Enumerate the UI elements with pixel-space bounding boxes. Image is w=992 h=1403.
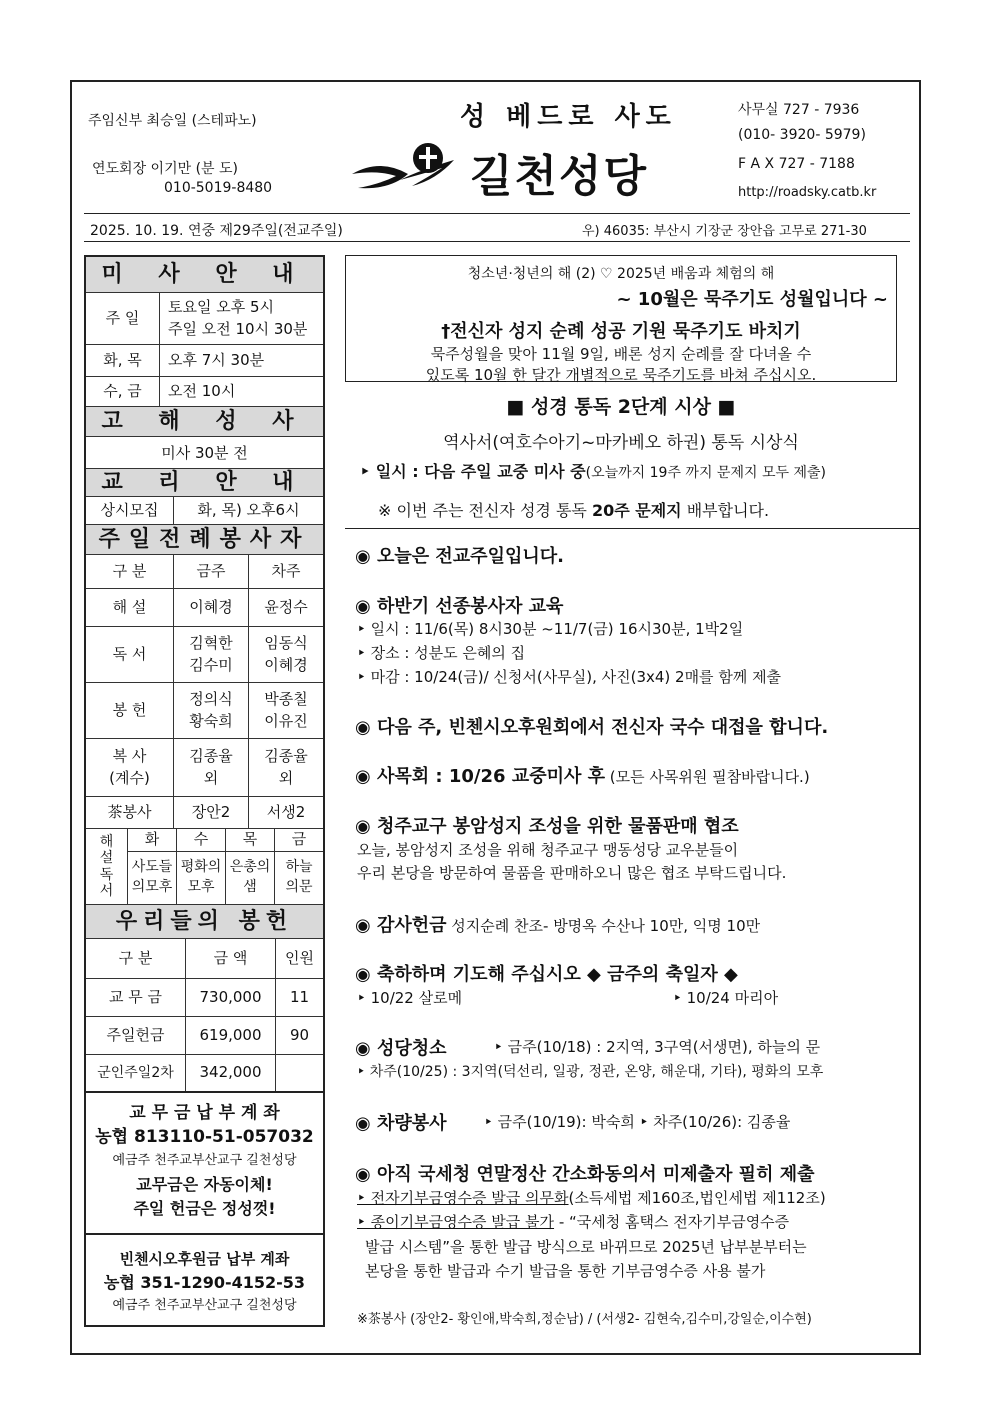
- fax-number: F A X 727 - 7188: [738, 156, 855, 172]
- mass-row-wed-fri: 수, 금 오전 10시: [86, 377, 323, 407]
- mass-row-sunday: 주 일 토요일 오후 5시 주일 오전 10시 30분: [86, 293, 323, 345]
- offering-header: 구 분 금 액 인원: [86, 939, 323, 979]
- feast-day-title: ◉ 축하하며 기도해 주십시오 ◆ 금주의 축일자 ◆: [355, 964, 738, 985]
- offering-row: 교 무 금 730,000 11: [86, 979, 323, 1017]
- bible-title: ■ 성경 통독 2단계 시상 ■: [506, 396, 736, 418]
- website-url: http://roadsky.catb.kr: [738, 185, 877, 200]
- offering-title: 우리들의 봉헌: [86, 905, 323, 939]
- mass-row-tue-thu: 화, 목 오후 7시 30분: [86, 345, 323, 377]
- mass-title: 미 사 안 내: [86, 257, 323, 293]
- church-logo-icon: [350, 140, 458, 196]
- weekday-reader-table: 해 설 독 서 화 수 목 금 사도들 의모후 평화의 모후 은총의 샘 하늘 의문: [86, 829, 323, 905]
- mobile-phone: (010- 3920- 5979): [738, 127, 866, 143]
- bible-line3: ※ 이번 주는 전신자 성경 통독 20주 문제지 배부합니다.: [378, 501, 770, 520]
- thanks-offering: ◉ 감사헌금 성지순례 찬조- 방명옥 수산나 10만, 익명 10만: [355, 915, 761, 936]
- pastoral-council-notice: ◉ 사목회 : 10/26 교중미사 후 (모든 사목위원 필참바랍니다.): [355, 766, 810, 787]
- confession-title: 고 해 성 사: [86, 407, 323, 437]
- catechism-row: 상시모집 화, 목) 오후6시: [86, 497, 323, 525]
- left-column: [84, 255, 325, 1327]
- tax-consent-title: ◉ 아직 국세청 연말정산 간소화동의서 미제출자 필히 제출: [355, 1164, 815, 1185]
- mission-sunday-notice: ◉ 오늘은 전교주일입니다.: [355, 546, 564, 567]
- chair-name: 연도회장 이기만 (분 도): [92, 161, 238, 177]
- bible-line1: 역사서(여호수아기~마카베오 하권) 통독 시상식: [443, 433, 799, 453]
- pastor-name: 주임신부 최승일 (스테파노): [88, 113, 257, 129]
- address: 우) 46035: 부산시 기장군 장안읍 고무로 271-30: [582, 224, 867, 239]
- bible-line2: ‣ 일시 : 다음 주일 교중 미사 중(오늘까지 19주 까지 문제지 모두 제출): [360, 462, 826, 481]
- liturgy-row: 독 서 김혁한 김수미 임동식 이혜경: [86, 627, 323, 683]
- tithe-account: 교 무 금 납 부 계 좌 농협 813110-51-057032 예금주 천주교부산교구 길천성당 교무금은 자동이체! 주일 헌금은 정성껏!: [95, 1103, 314, 1218]
- liturgy-title: 주일전례봉사자: [86, 525, 323, 555]
- confession-text: 미사 30분 전: [86, 437, 323, 469]
- bongam-sale-title: ◉ 청주교구 봉암성지 조성을 위한 물품판매 협조: [355, 816, 739, 837]
- liturgy-row: 봉 헌 정의식 황숙희 박종칠 이유진: [86, 683, 323, 739]
- offering-row: 주일헌금 619,000 90: [86, 1017, 323, 1055]
- vincent-account: 빈첸시오후원금 납부 계좌 농협 351-1290-4152-53 예금주 천주교부산교구 길천성당: [103, 1250, 306, 1313]
- noodle-notice: ◉ 다음 주, 빈첸시오후원회에서 전신자 국수 대접을 합니다.: [355, 717, 829, 738]
- church-name: 길천성당: [470, 151, 649, 202]
- office-phone: 사무실 727 - 7936: [738, 102, 860, 118]
- liturgy-row: 해 설 이혜경 윤정수: [86, 589, 323, 627]
- rosary-notice-box: 청소년·청년의 해 (2) ♡ 2025년 배움과 체험의 해 ~ 10월은 묵주기도 성월입니다 ~ †전신자 성지 순례 성공 기원 묵주기도 바치기 묵주성월을 맞아 11월 9일, 배론 성지 순례를 잘 다녀올 수 있도록 10월 한 달간 개별적으로 묵주기도를 바쳐 주십시오.: [345, 255, 897, 382]
- vehicle-service: ◉ 차량봉사: [355, 1113, 447, 1134]
- date-line: 2025. 10. 19. 연중 제29주일(전교주일): [90, 223, 343, 239]
- parish-subtitle: 성 베드로 사도: [460, 102, 677, 132]
- offering-row: 군인주일2차 342,000: [86, 1055, 323, 1093]
- liturgy-header: 구 분 금주 차주: [86, 555, 323, 589]
- liturgy-row: 복 사 (계수) 김종율 외 김종율 외: [86, 739, 323, 797]
- catechism-title: 교 리 안 내: [86, 469, 323, 497]
- hospice-training-title: ◉ 하반기 선종봉사자 교육: [355, 596, 564, 617]
- tea-service-footer: ※茶봉사 (장안2- 황인애,박숙희,정순남) / (서생2- 김현숙,김수미,강일순,이수현): [357, 1312, 812, 1327]
- church-cleaning: ◉ 성당청소: [355, 1038, 447, 1059]
- liturgy-row: 茶봉사 장안2 서생2: [86, 797, 323, 829]
- chair-phone: 010-5019-8480: [164, 180, 273, 196]
